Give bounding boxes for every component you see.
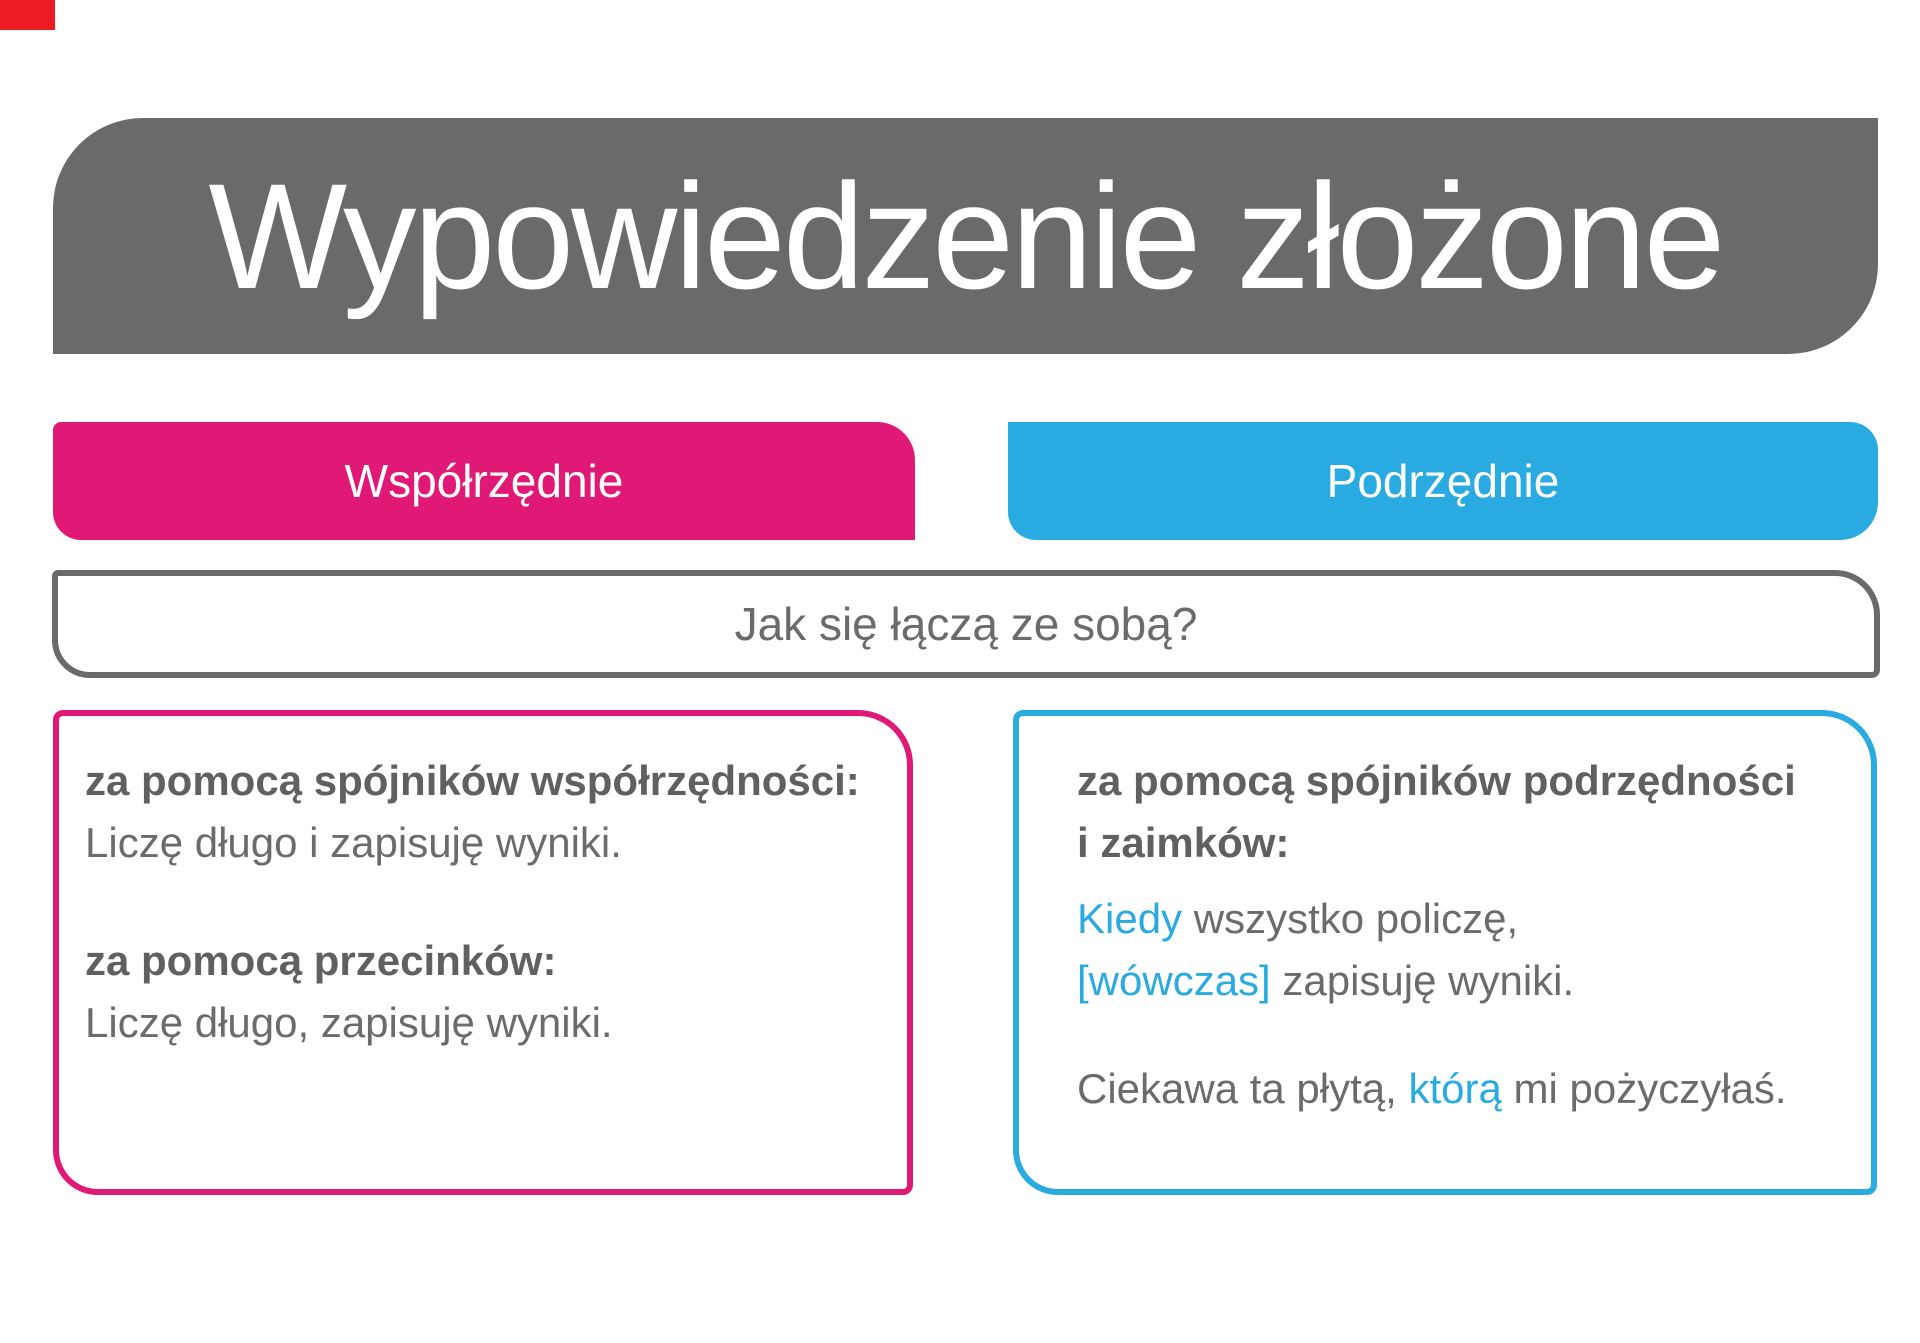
question-text: Jak się łączą ze sobą? <box>734 598 1198 650</box>
accent-word-ktora: którą <box>1408 1065 1502 1112</box>
title-banner <box>53 118 1878 354</box>
banner-wspolrzednie <box>53 422 915 540</box>
left-box-heading-2: za pomocą przecinków: <box>85 937 557 984</box>
right-box-sentence-1-rest: wszystko policzę, <box>1182 895 1519 942</box>
left-box-sentence-2: Liczę długo, zapisuję wyniki. <box>85 999 613 1046</box>
left-box-sentence-1: Liczę długo i zapisuję wyniki. <box>85 819 622 866</box>
right-box-sentence-3-rest: mi pożyczyłaś. <box>1501 1065 1787 1112</box>
red-corner-marker <box>0 0 55 30</box>
left-box-heading-1: za pomocą spójników współrzędności: <box>85 757 860 804</box>
right-box-heading-line-1: za pomocą spójników podrzędności <box>1077 757 1796 804</box>
subordinate-content-box <box>1013 710 1877 1195</box>
right-box-sentence-2 <box>1077 950 1847 1012</box>
banner-podrzednie <box>1008 422 1878 540</box>
accent-word-kiedy: Kiedy <box>1077 895 1183 942</box>
right-box-sentence-2-rest: zapisuję wyniki. <box>1270 957 1575 1004</box>
accent-word-wowczas: [wówczas] <box>1077 957 1271 1004</box>
right-box-heading-line-2: i zaimków: <box>1077 819 1290 866</box>
right-box-sentence-3-start: Ciekawa ta płytą, <box>1077 1065 1409 1112</box>
banner-wspolrzednie-label: Współrzędnie <box>344 455 624 507</box>
question-box <box>52 570 1880 678</box>
coordinate-content-box <box>53 710 913 1195</box>
banner-podrzednie-label: Podrzędnie <box>1326 455 1560 507</box>
right-box-sentence-3 <box>1077 1058 1847 1120</box>
page-title: Wypowiedzenie złożone <box>208 151 1723 320</box>
right-box-sentence-1 <box>1077 888 1847 950</box>
